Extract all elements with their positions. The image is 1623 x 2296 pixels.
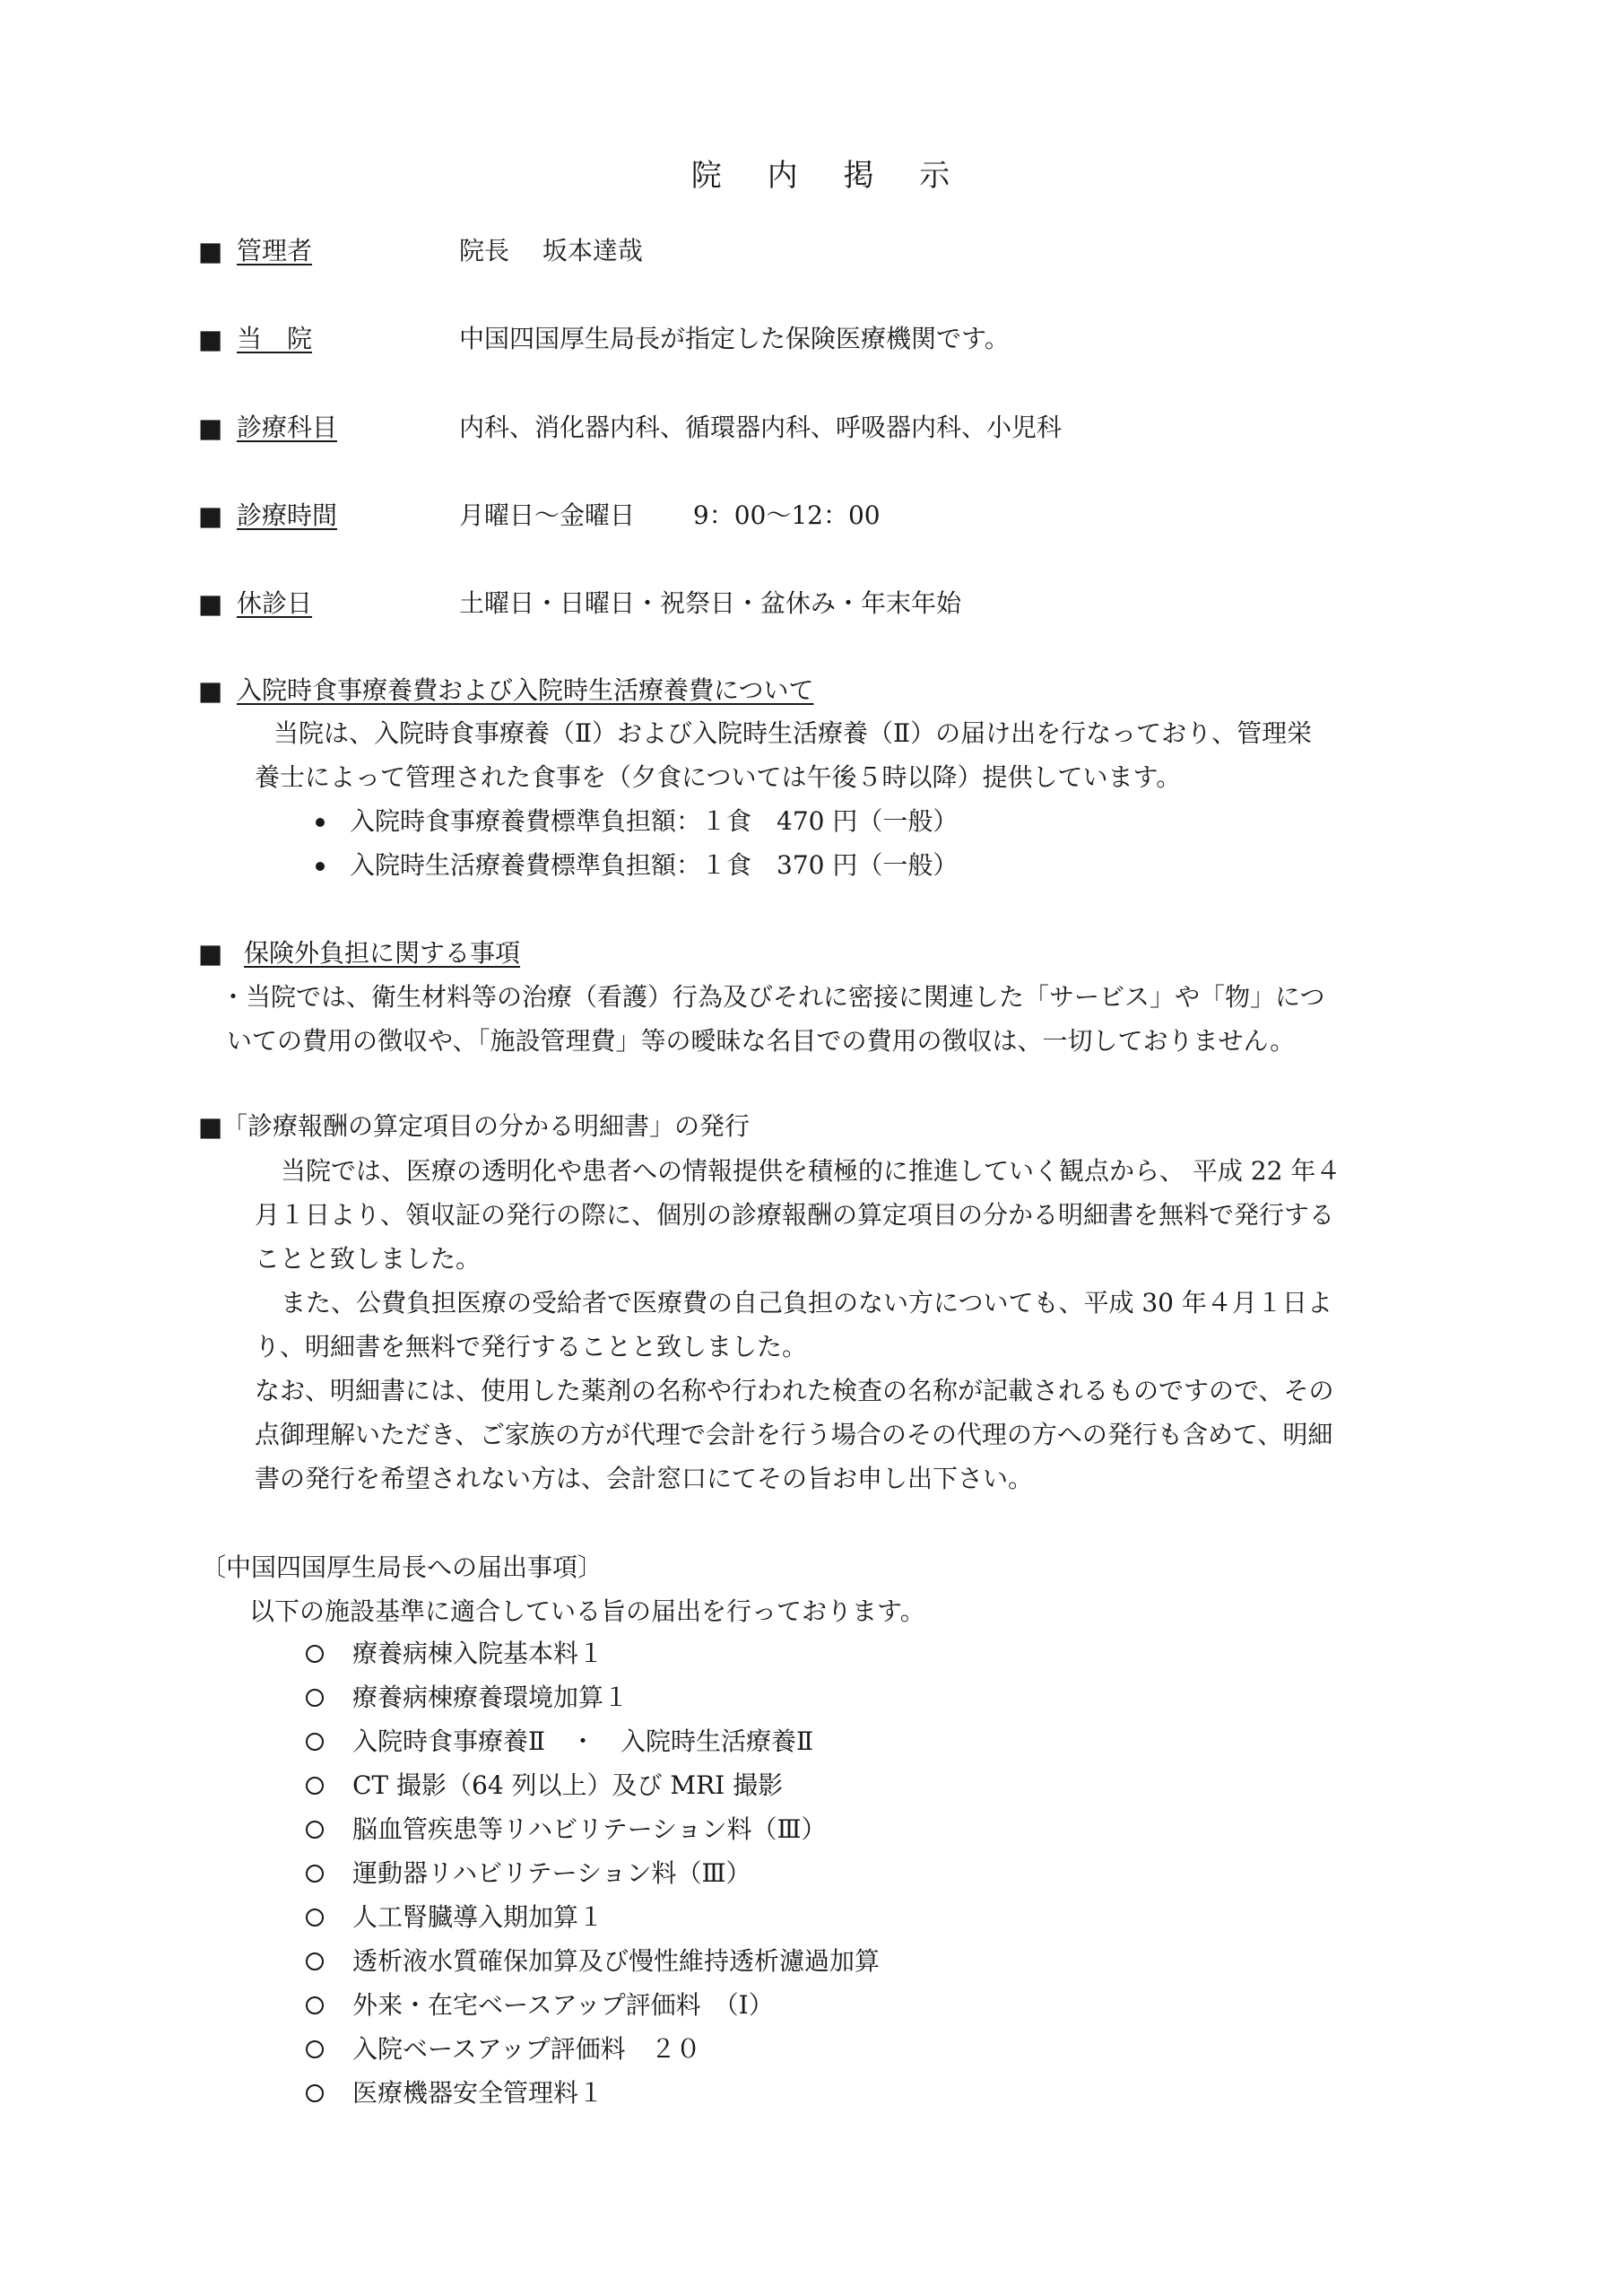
hours-label: 診療時間 [237,500,338,530]
statement-line-3: ことと致しました。 [255,1244,482,1274]
closed-label: 休診日 [237,588,313,618]
notification-item: 入院時食事療養Ⅱ ・ 入院時生活療養Ⅱ [352,1726,814,1756]
square-bullet-icon: ■ [198,588,223,619]
notification-item: 医療機器安全管理料１ [352,2078,604,2108]
hours-value: 月曜日～金曜日 9：00～12：00 [459,500,881,530]
square-bullet-icon: ■ [198,500,223,531]
statement-line-6: なお、明細書には、使用した薬剤の名称や行われた検査の名称が記載されるものですので、その [255,1376,1334,1405]
hospital-value: 中国四国厚生局長が指定した保険医療機関です。 [459,324,1010,353]
closed-value: 土曜日・日曜日・祝祭日・盆休み・年末年始 [459,588,962,618]
bullet-dot-icon [316,818,325,827]
square-bullet-icon: ■ [198,1111,223,1142]
departments-value: 内科、消化器内科、循環器内科、呼吸器内科、小児科 [459,413,1063,442]
statement-line-2: 月１日より、領収証の発行の際に、個別の診療報酬の算定項目の分かる明細書を無料で発行する [255,1200,1335,1230]
notification-item: 外来・在宅ベースアップ評価料 （Ⅰ） [352,1990,774,2020]
statement-line-5: り、明細書を無料で発行することと致しました。 [255,1332,808,1361]
meals-heading: 入院時食事療養費および入院時生活療養費について [237,675,814,705]
circle-bullet-icon [306,1952,324,1970]
circle-bullet-icon [306,2084,324,2102]
circle-bullet-icon [306,1996,324,2014]
notification-item: 入院ベースアップ評価料 ２０ [352,2034,701,2064]
statement-line-1: 当院では、医療の透明化や患者への情報提供を積極的に推進していく観点から、 平成 22 年４ [281,1156,1341,1186]
notification-item: 透析液水質確保加算及び慢性維持透析濾過加算 [352,1946,881,1976]
statement-line-8: 書の発行を希望されない方は、会計窓口にてその旨お申し出下さい。 [255,1464,1034,1493]
manager-value: 院長 坂本達哉 [459,236,643,265]
circle-bullet-icon [306,1909,324,1926]
notification-item: 療養病棟入院基本料１ [352,1639,604,1668]
meals-bullet-1: 入院時食事療養費標準負担額：１食 470 円（一般） [350,806,959,836]
notification-item: 療養病棟療養環境加算１ [352,1683,629,1712]
notifications-intro: 以下の施設基準に適合している旨の届出を行っております。 [249,1596,925,1626]
circle-bullet-icon [306,1689,324,1707]
statement-line-4: また、公費負担医療の受給者で医療費の自己負担のない方についても、平成 30 年４月１日よ [281,1288,1332,1318]
statement-line-7: 点御理解いただき、ご家族の方が代理で会計を行う場合のその代理の方への発行も含めて、明細 [255,1420,1333,1449]
notification-item: CT 撮影（64 列以上）及び MRI 撮影 [352,1770,784,1800]
notification-item: 運動器リハビリテーション料（Ⅲ） [352,1858,751,1888]
circle-bullet-icon [306,1645,324,1663]
notification-item: 人工腎臓導入期加算１ [352,1902,604,1932]
hospital-label: 当 院 [237,324,313,353]
square-bullet-icon: ■ [198,938,223,969]
meals-bullet-2: 入院時生活療養費標準負担額：１食 370 円（一般） [350,850,959,880]
square-bullet-icon: ■ [198,413,223,443]
non-insurance-line-1: ・当院では、衛生材料等の治療（看護）行為及びそれに密接に関連した「サービス」や「物」につ [221,982,1325,1012]
square-bullet-icon: ■ [198,236,223,266]
bullet-dot-icon [316,862,325,871]
circle-bullet-icon [306,1777,324,1795]
meals-line-2: 養士によって管理された食事を（夕食については午後５時以降）提供しています。 [255,762,1182,792]
manager-label: 管理者 [237,236,313,265]
departments-label: 診療科目 [237,413,338,442]
statement-heading: 「診療報酬の算定項目の分かる明細書」の発行 [222,1111,751,1141]
non-insurance-line-2: いての費用の徴収や、「施設管理費」等の曖昧な名目での費用の徴収は、一切しておりません。 [227,1026,1296,1056]
page-title: 院 内 掲 示 [690,158,968,194]
notification-item: 脳血管疾患等リハビリテーション料（Ⅲ） [352,1814,827,1844]
circle-bullet-icon [306,2040,324,2058]
non-insurance-heading: 保険外負担に関する事項 [244,938,521,968]
meals-line-1: 当院は、入院時食事療養（Ⅱ）および入院時生活療養（Ⅱ）の届け出を行なっており、管理栄 [273,718,1313,748]
circle-bullet-icon [306,1821,324,1839]
circle-bullet-icon [306,1733,324,1751]
square-bullet-icon: ■ [198,675,223,706]
notifications-heading: 〔中国四国厚生局長への届出事項〕 [201,1552,603,1582]
square-bullet-icon: ■ [198,324,223,354]
circle-bullet-icon [306,1865,324,1883]
